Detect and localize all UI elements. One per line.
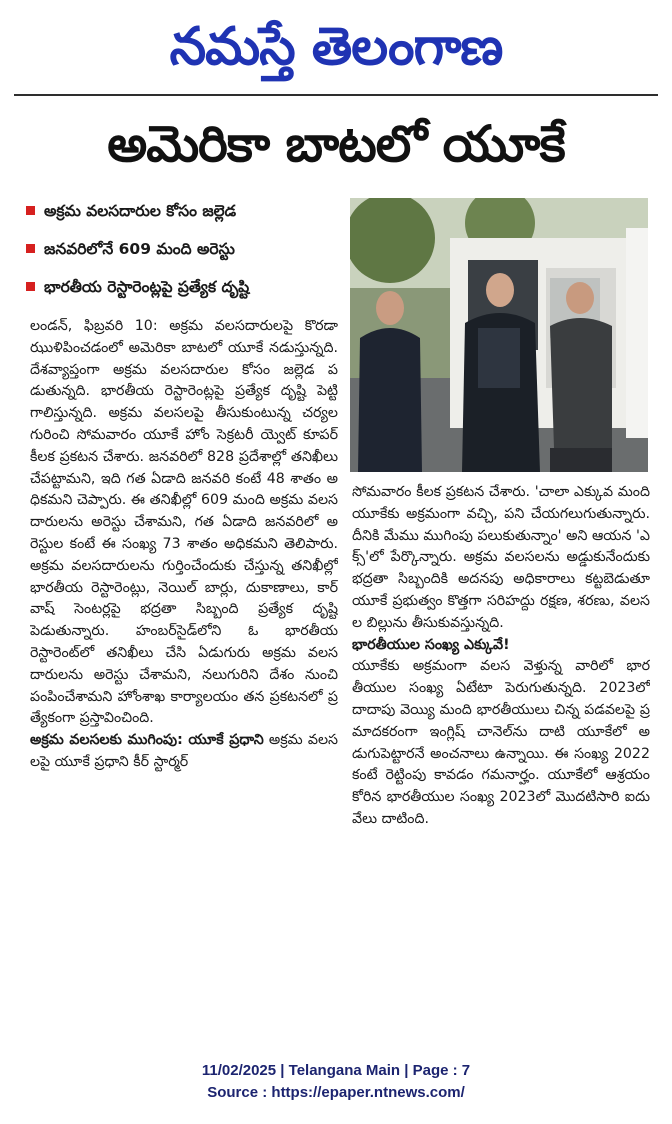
police-van-photo xyxy=(350,198,648,472)
edition-info: 11/02/2025 | Telangana Main | Page : 7 xyxy=(201,1062,471,1079)
highlight-bullet: భారతీయ రెస్టారెంట్లపై ప్రత్యేక దృష్టి xyxy=(26,268,356,306)
red-square-icon xyxy=(26,206,35,215)
article-body-left: లండన్, ఫిబ్రవరి 10: అక్రమ వలసదారులపై కొరడా ఝుళిపించడంలో అమెరికా బాటలో యూకే నడుస్తున్నది. దేశవ్యాప్తంగా అక్రమ వలసదారుల కోసం జల్లెడ పడుతున్నది. భారతీయ రెస్టారెంట్లపై ప్రత్యేక దృష్టి పెట్టి గాలిస్తున్నది. అక్రమ వలసలపై తీసుకుంటున్న చర్యల గురించి సోమవారం యూకే హోం సెక్రటరీ య్వెట్ కూపర్ కీలక ప్రకటన చేశారు. జనవరిలో 828 ప్రదేశాల్లో తనిఖీలు చేపట్టామని, ఇది గత ఏడాది జనవరి కంటే 48 శాతం అధికమని చెప్పారు. ఈ తనిఖీల్లో 609 మంది అక్రమ వలసదారులను అరెస్టు చేశామని, గత ఏడాది జనవరిలో అరెస్టుల కంటే ఈ సంఖ్య 73 శాతం అధికమని తెలిపారు. అక్రమ వలసదారులను గుర్తించేందుకు చేస్తున్న తనిఖీల్లో భారతీయ రెస్టారెంట్లు, నెయిల్ బార్లు, దుకాణాలు, కార్ వాష్ సెంటర్లపై భద్రతా సిబ్బంది ప్రత్యేక దృష్టి పెడుతున్నారు. హంబర్‌సైడ్‌లోని ఓ భారతీయ రెస్టారెంట్‌లో తనిఖీలు చేసి ఏడుగురు అక్రమ వలసదారులను అరెస్టు చేశామని, నలుగురిని దేశం నుంచి పంపించేశామని హోంశాఖ కార్యాలయం తన ప్రకటనలో ప్రత్యేకంగా ప్రస్తావించింది. xyxy=(30,318,338,727)
article-subhead-right: భారతీయుల సంఖ్య ఎక్కువే! xyxy=(352,636,510,653)
article-column-right xyxy=(352,482,650,1034)
newspaper-logo: నమస్తే తెలంగాణ xyxy=(169,17,503,77)
source-link[interactable]: Source : https://epaper.ntnews.com/ xyxy=(207,1084,465,1101)
highlight-bullet: అక్రమ వలసదారుల కోసం జల్లెడ xyxy=(26,192,356,230)
news-photo xyxy=(350,198,648,472)
red-square-icon xyxy=(26,282,35,291)
article-body-left-2: అక్రమ వలసలపై యూకే ప్రధాని కీర్ స్టార్మర్ xyxy=(30,732,338,770)
highlight-bullets xyxy=(26,192,356,306)
red-square-icon xyxy=(26,244,35,253)
page-footer xyxy=(0,1060,672,1104)
highlight-bullet: జనవరిలోనే 609 మంది అరెస్టు xyxy=(26,230,356,268)
masthead xyxy=(0,4,672,90)
article-paragraph-left-2 xyxy=(30,730,338,774)
masthead-divider xyxy=(14,94,658,96)
article-body-right-2: యూకేకు అక్రమంగా వలస వెళ్తున్న వారిలో భారతీయుల సంఖ్య ఏటేటా పెరుగుతున్నది. 2023లో దాదాపు వెయ్యి మంది భారతీయులు చిన్న పడవలపై ప్రమాదకరంగా ఇంగ్లిష్ చానెల్‌ను దాటి యూకేలో అడుగుపెట్టారనే అంచనాలు ఉన్నాయి. ఈ సంఖ్య 2022 కంటే రెట్టింపు కావడం గమనార్హం. యూకేలో ఆశ్రయం కోరిన భారతీయుల సంఖ్య 2023లో మొదటిసారి ఐదు వేలు దాటింది. xyxy=(352,658,650,827)
article-body-right: సోమవారం కీలక ప్రకటన చేశారు. 'చాలా ఎక్కువ మంది యూకేకు అక్రమంగా వచ్చి, పని చేయగలుగుతున్నారు. దీనికి మేము ముగింపు పలుకుతున్నాం' అని ఆయన 'ఎక్స్'లో పేర్కొన్నారు. అక్రమ వలసలను అడ్డుకునేందుకు భద్రతా సిబ్బందికి అదనపు అధికారాలు కట్టబెడుతూ యూకే ప్రభుత్వం కొత్తగా సరిహద్దు రక్షణ, శరణు, వలసల బిల్లును తీసుకువస్తున్నది. xyxy=(352,484,650,631)
article-column-left xyxy=(30,316,338,1034)
article-subhead-left: అక్రమ వలసలకు ముగింపు: యూకే ప్రధాని xyxy=(30,732,264,749)
article-headline: అమెరికా బాటలో యూకే xyxy=(107,115,565,173)
